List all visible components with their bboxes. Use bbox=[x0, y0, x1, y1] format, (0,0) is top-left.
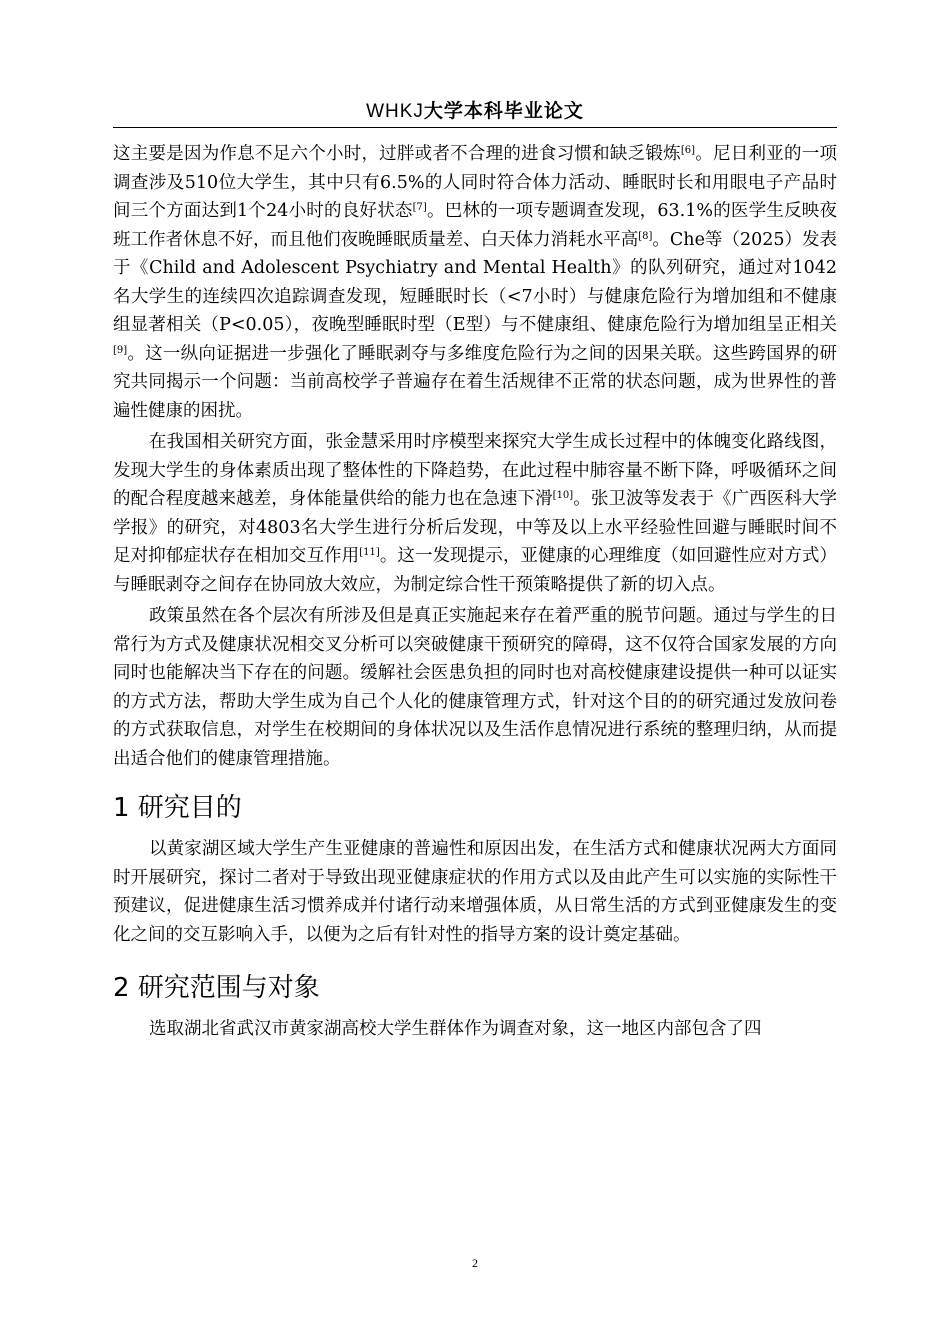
running-header bbox=[0, 96, 950, 123]
paragraph-3: 政策虽然在各个层次有所涉及但是真正实施起来存在着严重的脱节问题。通过与学生的日常行为方式及健康状况相交叉分析可以突破健康干预研究的障碍，这不仅符合国家发展的方向同时也能解决当下存在的问题。缓解社会医患负担的同时也对高校健康建设提供一种可以证实的方式方法，帮助大学生成为自己个人化的健康管理方式，针对这个目的的研究通过发放问卷的方式获取信息，对学生在校期间的身体状况以及生活作息情况进行系统的整理归纳，从而提出适合他们的健康管理措施。 bbox=[113, 606, 837, 769]
citation-ref: [10] bbox=[552, 490, 574, 501]
paragraph-text: 。尼日利亚的一项调查涉及510位大学生，其中只有6.5%的人同时符合体力活动、睡眠时长和用眼电子产品时间三个方面达到1个24小时的良好状态 bbox=[113, 144, 838, 221]
header-title: 大学本科毕业论文 bbox=[423, 100, 584, 122]
paragraph-1 bbox=[113, 140, 837, 425]
section-2-paragraph: 选取湖北省武汉市黄家湖高校大学生群体作为调查对象，这一地区内部包含了四 bbox=[149, 1019, 762, 1039]
header-rule bbox=[113, 127, 837, 128]
paragraph-text: 。这一发现提示，亚健康的心理维度（如回避性应对方式）与睡眠剥夺之间存在协同放大效应，为制定综合性干预策略提供了新的切入点。 bbox=[113, 546, 838, 595]
citation-ref: [8] bbox=[638, 230, 653, 242]
section-1-paragraph: 以黄家湖区域大学生产生亚健康的普遍性和原因出发，在生活方式和健康状况两大方面同时开展研究，探讨二者对于导致出现亚健康症状的作用方式以及由此产生可以实施的实际性干预建议，促进健康生活习惯养成并付诸行动来增强体质，从日常生活的方式到亚健康发生的变化之间的交互影响入手，以便为之后有针对性的指导方案的设计奠定基础。 bbox=[113, 839, 837, 945]
paragraph-text: 这主要是因为作息不足六个小时，过胖或者不合理的进食习惯和缺乏锻炼 bbox=[113, 144, 681, 164]
paragraph-text: 在我国相关研究方面，张金慧采用时序模型来探究大学生成长过程中的体魄变化路线图，发现大学生的身体素质出现了整体性的下降趋势，在此过程中肺容量不断下降，呼吸循环之间的配合程度越来越差，身体能量供给的能力也在急速下滑 bbox=[113, 432, 837, 509]
citation-ref: [9] bbox=[113, 344, 128, 356]
paragraph-text: 。巴林的一项专题调查发现，63.1%的医学生反映夜班工作者休息不好，而且他们夜晚睡眠质量差、白天体力消耗水平高 bbox=[113, 201, 838, 250]
paragraph-text: 。Che等（2025）发表于《Child and Adolescent Psychiatry and Mental Health》的队列研究，通过对1042名大学生的连续四次追踪调查发现，短睡眠时长（<7小时）与健康危险行为增加组和不健康组显著相关（P<0.05），夜晚型睡眠时型（E型）与不健康组、健康危险行为增加组呈正相关 bbox=[113, 229, 837, 335]
page-body bbox=[113, 140, 837, 1044]
section-1-heading: 1 研究目的 bbox=[113, 793, 242, 823]
citation-ref: [11] bbox=[359, 547, 380, 558]
header-code: WHKJ bbox=[366, 101, 424, 122]
page-number: 2 bbox=[472, 1256, 478, 1270]
paragraph-2 bbox=[113, 428, 837, 599]
section-2-heading: 2 研究范围与对象 bbox=[113, 973, 320, 1003]
paragraph-text: 。张卫波等发表于《广西医科大学学报》的研究，对4803名大学生进行分析后发现，中等及以上水平经验性回避与睡眠时间不足对抑郁症状存在相加交互作用 bbox=[113, 489, 838, 566]
citation-ref: [6] bbox=[680, 145, 696, 156]
citation-ref: [7] bbox=[412, 202, 427, 213]
paragraph-text: 。这一纵向证据进一步强化了睡眠剥夺与多维度危险行为之间的因果关联。这些跨国界的研究共同揭示一个问题：当前高校学子普遍存在着生活规律不正常的状态问题，成为世界性的普遍性健康的困扰。 bbox=[113, 343, 837, 421]
